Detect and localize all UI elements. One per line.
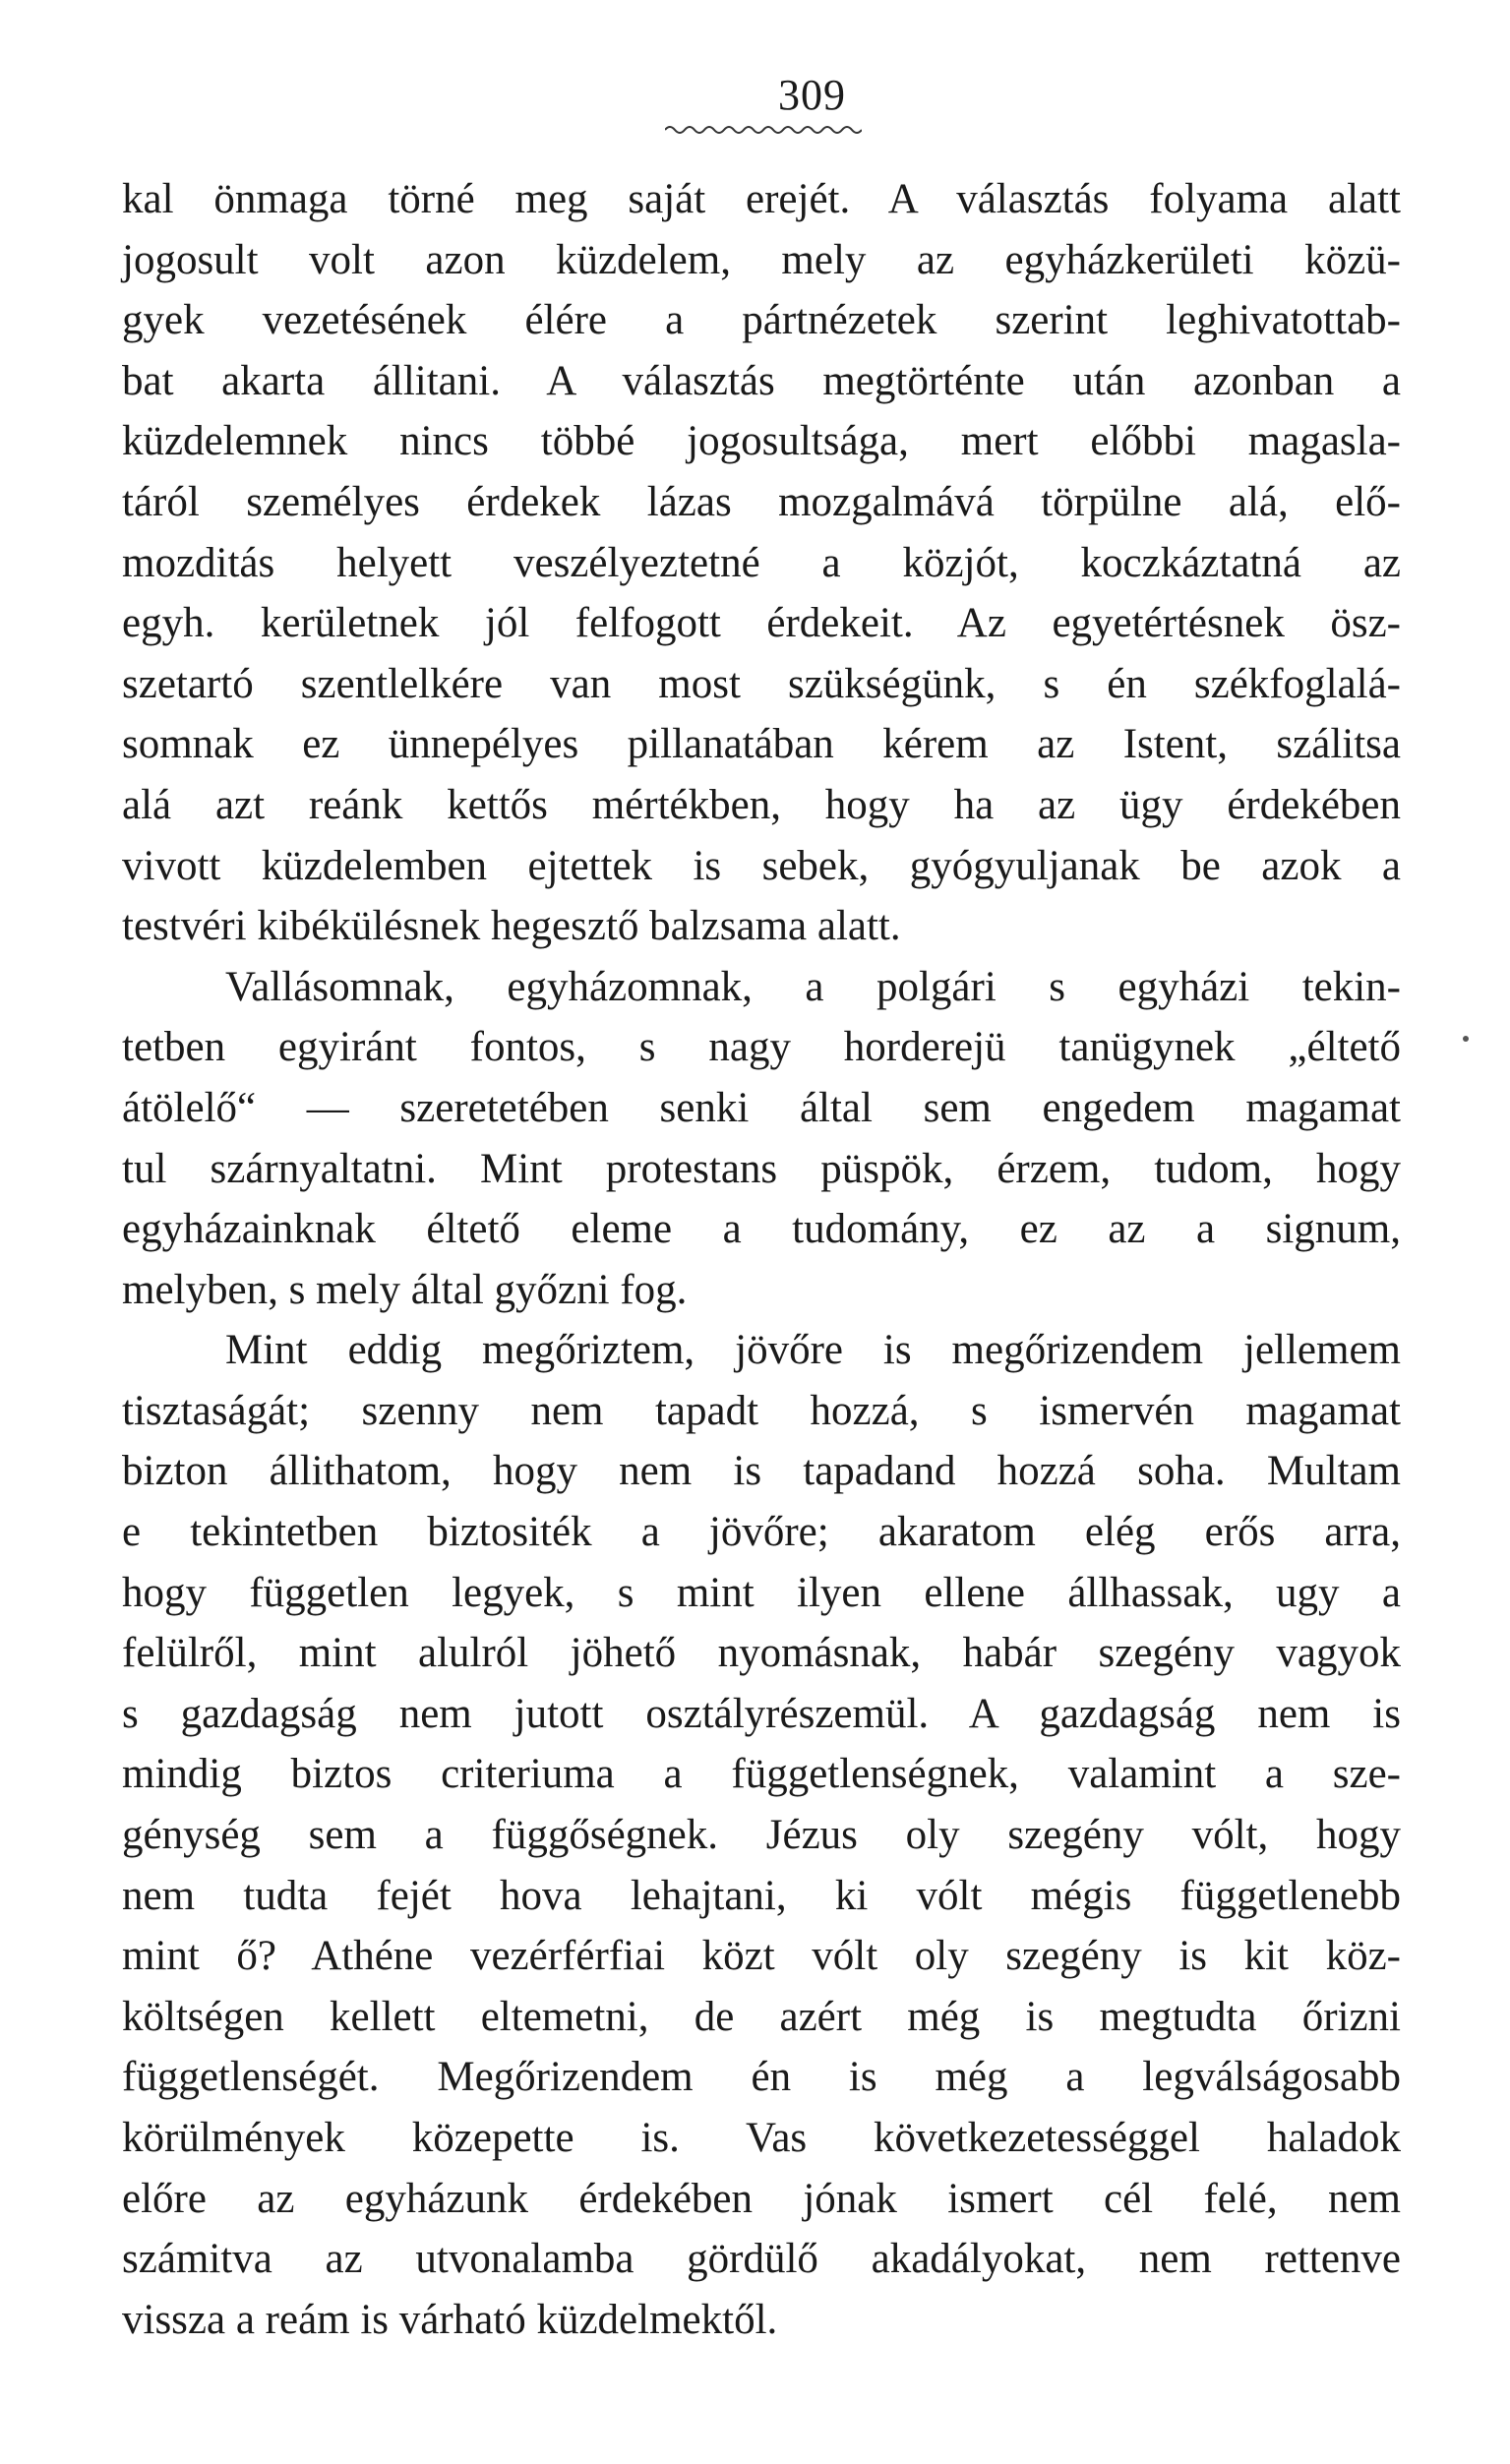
text-line: bizton állithatom, hogy nem is tapadand hozzá soha. Multam [122, 1448, 1401, 1495]
text-line: e tekintetben biztositék a jövőre; akaratom elég erős arra, [122, 1509, 1401, 1556]
text-line: somnak ez ünnepélyes pillanatában kérem az Istent, szálitsa [122, 721, 1401, 768]
page-number: 309 [778, 71, 846, 119]
text-line: költségen kellett eltemetni, de azért még is megtudta őrizni [122, 1993, 1401, 2040]
text-line: mindig biztos criteriuma a függetlenségnek, valamint a sze- [122, 1751, 1401, 1798]
body-text [122, 169, 1401, 2350]
text-line: vivott küzdelemben ejtettek is sebek, gyógyuljanak be azok a [122, 842, 1401, 889]
text-line: hogy független legyek, s mint ilyen ellene állhassak, ugy a [122, 1569, 1401, 1616]
print-speck [1463, 1036, 1469, 1042]
text-line: küzdelemnek nincs többé jogosultsága, mert előbbi magasla- [122, 418, 1401, 465]
text-line: génység sem a függőségnek. Jézus oly szegény vólt, hogy [122, 1812, 1401, 1859]
text-line: tisztaságát; szenny nem tapadt hozzá, s ismervén magamat [122, 1387, 1401, 1434]
text-line: függetlenségét. Megőrizendem én is még a legválságosabb [122, 2054, 1401, 2101]
page-number-ornament [665, 122, 862, 138]
text-line: Vallásomnak, egyházomnak, a polgári s egyházi tekin- [225, 963, 1401, 1010]
text-line: vissza a reám is várható küzdelmektől. [122, 2296, 778, 2343]
text-line: s gazdagság nem jutott osztályrészemül. A gazdagság nem is [122, 1690, 1401, 1737]
text-line: Mint eddig megőriztem, jövőre is megőrizendem jellemem [225, 1327, 1401, 1374]
text-line: mozditás helyett veszélyeztetné a közjót, koczkáztatná az [122, 539, 1401, 586]
text-line: nem tudta fejét hova lehajtani, ki vólt mégis függetlenebb [122, 1872, 1401, 1919]
text-line: előre az egyházunk érdekében jónak ismert cél felé, nem [122, 2175, 1401, 2222]
text-line: mint ő? Athéne vezérférfiai közt vólt oly szegény is kit köz- [122, 1933, 1401, 1980]
text-line: tetben egyiránt fontos, s nagy horderejü tanügynek „éltető [122, 1024, 1401, 1071]
text-line: körülmények közepette is. Vas következetességgel haladok [122, 2115, 1401, 2161]
text-line: átölelő“ — szeretetében senki által sem engedem magamat [122, 1084, 1401, 1131]
text-line: egyh. kerületnek jól felfogott érdekeit. Az egyetértésnek ösz- [122, 600, 1401, 647]
text-line: szetartó szentlelkére van most szükségünk, s én székfoglalá- [122, 660, 1401, 707]
text-line: táról személyes érdekek lázas mozgalmává törpülne alá, elő- [122, 478, 1401, 525]
text-line: gyek vezetésének élére a pártnézetek szerint leghivatottab- [122, 297, 1401, 344]
text-line: tul szárnyaltatni. Mint protestans püspök, érzem, tudom, hogy [122, 1145, 1401, 1192]
text-line: jogosult volt azon küzdelem, mely az egyházkerületi közü- [122, 236, 1401, 283]
text-line: kal önmaga törné meg saját erejét. A választás folyama alatt [122, 176, 1401, 222]
text-line: testvéri kibékülésnek hegesztő balzsama alatt. [122, 903, 901, 950]
text-line: egyházainknak éltető eleme a tudomány, ez az a signum, [122, 1206, 1401, 1253]
text-line: melyben, s mely által győzni fog. [122, 1266, 688, 1313]
text-line: alá azt reánk kettős mértékben, hogy ha az ügy érdekében [122, 781, 1401, 828]
text-line: felülről, mint alulról jöhető nyomásnak, habár szegény vagyok [122, 1630, 1401, 1677]
text-line: bat akarta állitani. A választás megtörténte után azonban a [122, 357, 1401, 404]
text-line: számitva az utvonalamba gördülő akadályokat, nem rettenve [122, 2236, 1401, 2283]
